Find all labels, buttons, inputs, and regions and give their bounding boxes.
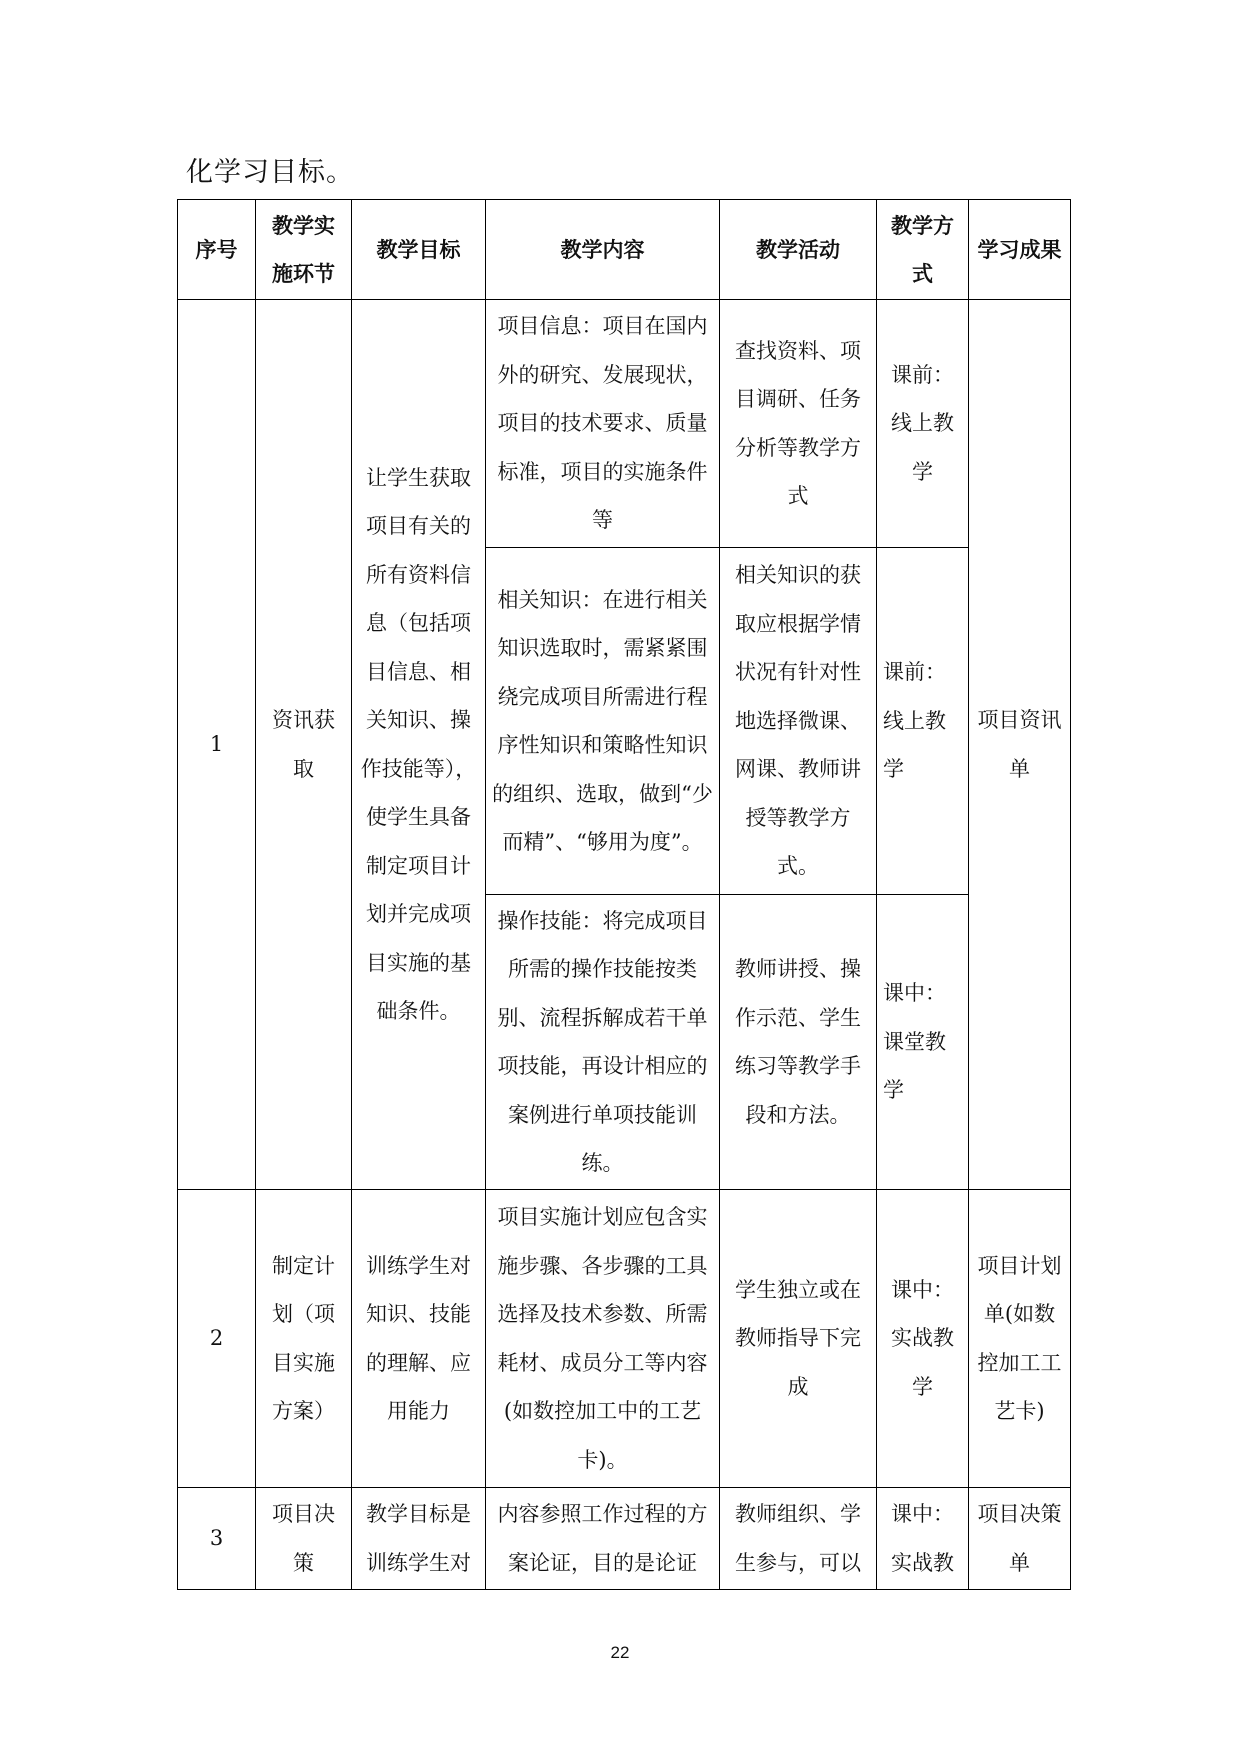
row1-outcome: 项目资讯单	[969, 300, 1071, 1190]
row1-sub3-method: 课中：课堂教学	[877, 895, 969, 1190]
row3-phase: 项目决策	[256, 1488, 352, 1590]
table-row	[178, 300, 1071, 548]
row1-sub3-content: 操作技能：将完成项目所需的操作技能按类别、流程拆解成若干单项技能，再设计相应的案例进行单项技能训练。	[486, 895, 720, 1190]
header-goal: 教学目标	[352, 200, 486, 300]
row1-sub2-content: 相关知识：在进行相关知识选取时，需紧紧围绕完成项目所需进行程序性知识和策略性知识的组织、选取，做到“少而精”、“够用为度”。	[486, 548, 720, 895]
row2-no: 2	[178, 1190, 256, 1488]
row2-goal: 训练学生对知识、技能的理解、应用能力	[352, 1190, 486, 1488]
row2-content: 项目实施计划应包含实施步骤、各步骤的工具选择及技术参数、所需耗材、成员分工等内容(如数控加工中的工艺卡)。	[486, 1190, 720, 1488]
header-outcome: 学习成果	[969, 200, 1071, 300]
header-no: 序号	[178, 200, 256, 300]
row3-activity: 教师组织、学生参与，可以	[720, 1488, 877, 1590]
header-method: 教学方式	[877, 200, 969, 300]
row1-sub2-activity: 相关知识的获取应根据学情状况有针对性地选择微课、网课、教师讲授等教学方式。	[720, 548, 877, 895]
row3-no: 3	[178, 1488, 256, 1590]
row1-phase: 资讯获取	[256, 300, 352, 1190]
intro-text: 化学习目标。	[186, 157, 354, 188]
row1-sub1-method: 课前：线上教学	[877, 300, 969, 548]
row2-outcome: 项目计划单(如数控加工工艺卡)	[969, 1190, 1071, 1488]
row2-phase: 制定计划（项目实施方案）	[256, 1190, 352, 1488]
row2-method: 课中：实战教学	[877, 1190, 969, 1488]
row1-sub1-activity: 查找资料、项目调研、任务分析等教学方式	[720, 300, 877, 548]
header-content: 教学内容	[486, 200, 720, 300]
table-header-row	[178, 200, 1071, 300]
row3-outcome: 项目决策单	[969, 1488, 1071, 1590]
header-activity: 教学活动	[720, 200, 877, 300]
row3-content: 内容参照工作过程的方案论证，目的是论证	[486, 1488, 720, 1590]
row1-no: 1	[178, 300, 256, 1190]
teaching-table	[177, 199, 1071, 1590]
row1-sub1-content: 项目信息：项目在国内外的研究、发展现状，项目的技术要求、质量标准，项目的实施条件等	[486, 300, 720, 548]
table-row	[178, 1190, 1071, 1488]
table-row	[178, 1488, 1071, 1590]
header-phase: 教学实施环节	[256, 200, 352, 300]
page-number: 22	[610, 1643, 630, 1662]
row3-goal: 教学目标是训练学生对	[352, 1488, 486, 1590]
row1-goal: 让学生获取项目有关的所有资料信息（包括项目信息、相关知识、操作技能等），使学生具备制定项目计划并完成项目实施的基础条件。	[352, 300, 486, 1190]
row2-activity: 学生独立或在教师指导下完成	[720, 1190, 877, 1488]
row1-sub3-activity: 教师讲授、操作示范、学生练习等教学手段和方法。	[720, 895, 877, 1190]
row1-sub2-method: 课前：线上教学	[877, 548, 969, 895]
row3-method: 课中：实战教	[877, 1488, 969, 1590]
